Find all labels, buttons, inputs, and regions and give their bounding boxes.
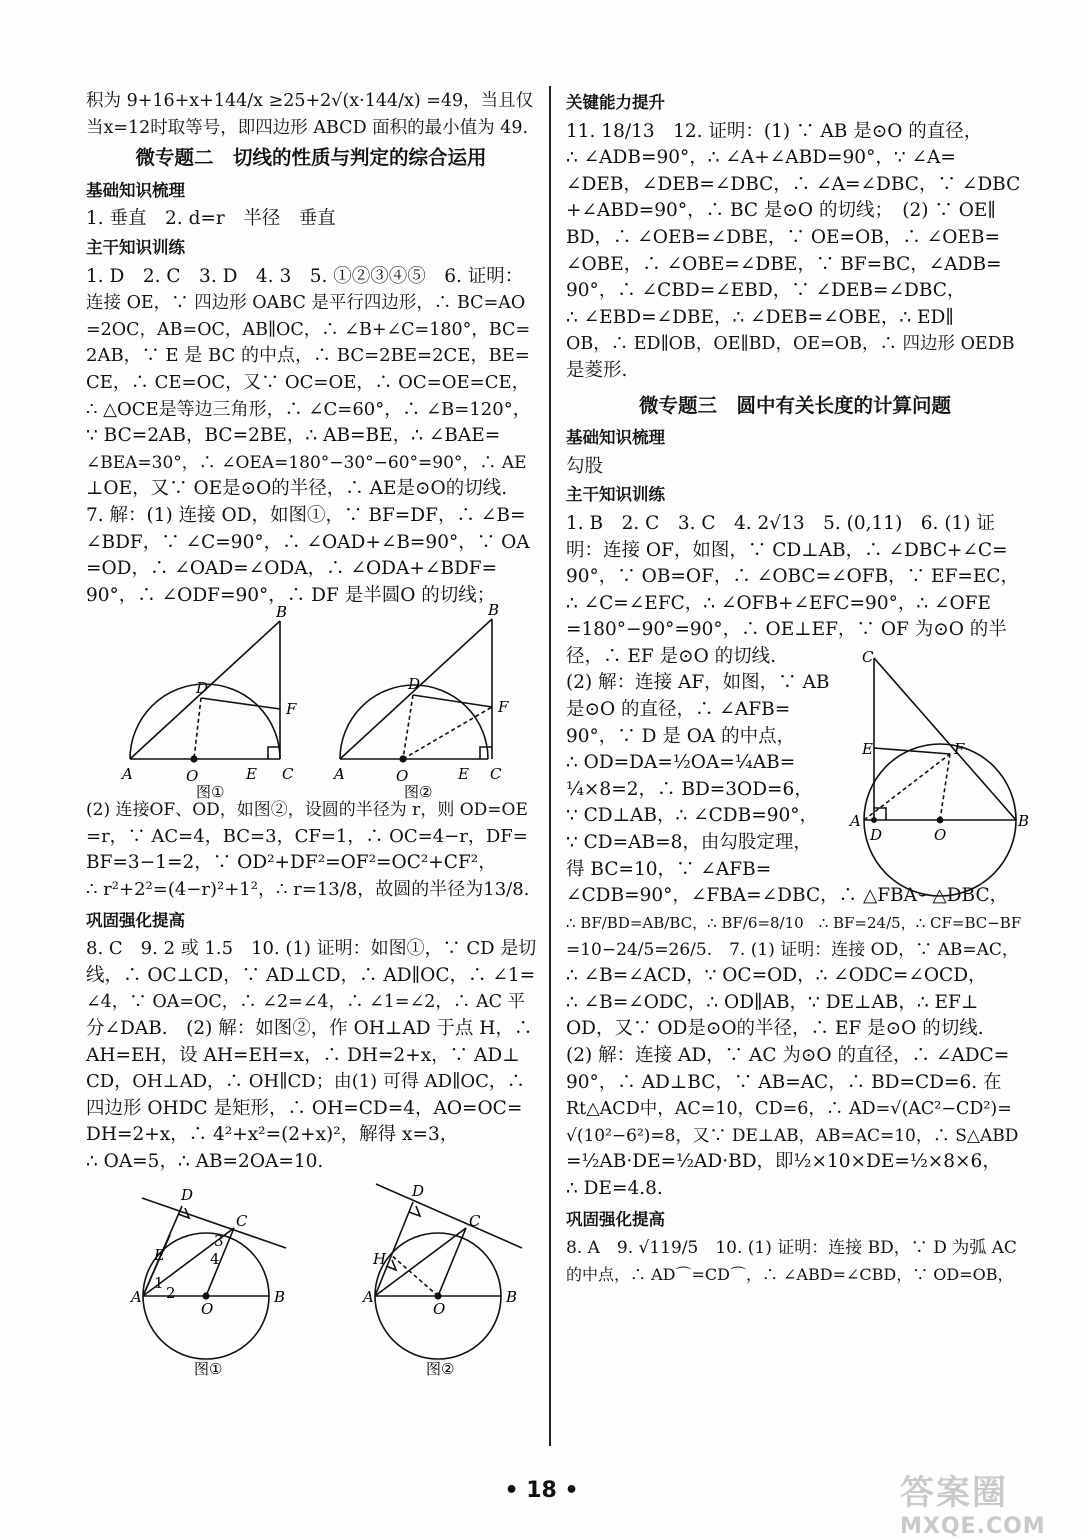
svg-text:O: O [186,767,199,786]
text-line: 积为 9+16+x+144/x ≥25+2√(x·144/x) =49，当且仅 [86,91,534,111]
text-line: 90°，∴ ∠CBD=∠EBD，∵ ∠DEB=∠DBC， [566,280,966,302]
text-line: 90°，∴ AD⊥BC，∵ AB=AC，∴ BD=CD=6. 在 [566,1071,1002,1093]
text-line: OB，∴ ED∥OB，OE∥BD，OE=OB，∴ 四边形 OEDB [566,334,1015,355]
section-title: 微专题二 切线的性质与判定的综合运用 [135,146,487,170]
svg-text:E: E [154,1245,165,1264]
text-line: 勾股 [566,455,604,477]
text-line: ∴ ∠ADB=90°，∴ ∠A+∠ABD=90°，∵ ∠A= [566,147,956,169]
text-line: ∵ CD=AB=8，由勾股定理， [566,832,812,854]
subsection-title: 主干知识训练 [566,485,665,505]
text-line: ∴ DE=4.8. [566,1178,663,1199]
svg-text:C: C [490,765,502,784]
svg-text:C: C [862,648,874,667]
text-line: ∴ OD=DA=½OA=¼AB= [566,752,796,774]
subsection-title: 基础知识梳理 [566,428,665,448]
text-line: ∠CDB=90°，∠FBA=∠DBC，∴ △FBA∽△DBC， [566,885,1009,907]
svg-text:A: A [850,812,861,831]
svg-text:D: D [196,679,209,698]
text-line: ∴ r²+2²=(4−r)²+1²，∴ r=13/8，故圆的半径为13/8. [86,879,530,901]
text-line: 8. C 9. 2 或 1.5 10. (1) 证明：如图①，∵ CD 是切 [86,938,537,960]
text-line: 四边形 OHDC 是矩形，∴ OH=CD=4，AO=OC= [86,1097,523,1119]
svg-text:D: D [412,1181,425,1200]
text-line: 2AB，∵ E 是 BC 的中点，∴ BC=2BE=2CE，BE= [86,345,530,367]
text-line: =½AB·DE=½AD·BD，即½×10×DE=½×8×6， [566,1151,1001,1173]
figure-caption: 图② [404,783,433,802]
answer-block [566,883,1024,1202]
svg-text:2: 2 [166,1283,176,1302]
svg-text:O: O [433,1299,446,1318]
text-line: ∴ △OCE是等边三角形，∴ ∠C=60°，∴ ∠B=120°， [86,398,531,420]
text-line: ∴ ∠B=∠ACD，∵ OC=OD，∴ ∠ODC=∠OCD， [566,965,987,987]
text-line: DH=2+x，∴ 4²+x²=(2+x)²，解得 x=3， [86,1124,459,1146]
text-line: =10−24/5=26/5. 7. (1) 证明：连接 OD，∵ AB=AC， [566,939,1019,960]
text-line: ∠4，∵ OA=OC，∴ ∠2=∠4，∴ ∠1=∠2，∴ AC 平 [86,992,526,1013]
watermark-url: MXQE.COM [900,1514,1046,1539]
text-line: 是⊙O 的直径，∴ ∠AFB= [566,699,791,721]
text-line: ∴ OA=5，∴ AB=2OA=10. [86,1151,324,1172]
svg-text:B: B [276,603,288,622]
text-line: =r，∵ AC=4，BC=3，CF=1，∴ OC=4−r，DF= [86,825,528,847]
section-title: 微专题三 圆中有关长度的计算问题 [638,393,951,417]
svg-text:4: 4 [210,1249,220,1268]
figure-2 [375,1181,522,1359]
subsection-title: 巩固强化提高 [566,1209,665,1229]
svg-text:A: A [122,765,133,784]
column-divider [549,86,551,1446]
text-line: 1. 垂直 2. d=r 半径 垂直 [86,208,336,230]
subsection-title: 基础知识梳理 [86,180,185,200]
text-line: 90°，∵ D 是 OA 的中点， [566,725,796,747]
text-line: BD，∴ ∠OEB=∠DBE，∵ OE=OB，∴ ∠OEB= [566,226,1000,248]
text-line: AH=EH，设 AH=EH=x，∴ DH=2+x，∵ AD⊥ [86,1044,520,1066]
text-line: ¼×8=2，∴ BD=3OD=6， [566,778,813,800]
intro-block [86,88,536,141]
svg-text:F: F [498,698,509,717]
svg-text:D: D [181,1185,194,1204]
svg-text:D: D [408,675,421,694]
text-line: ∴ ∠EBD=∠DBE，∴ ∠DEB=∠OBE，∴ ED∥ [566,306,954,328]
right-column [566,88,1030,1288]
answer-block [86,936,536,1175]
svg-text:H: H [373,1249,387,1268]
text-line: 1. B 2. C 3. C 4. 2√13 5. (0,11) 6. (1) 证 [566,512,995,534]
answer-block [86,264,536,610]
svg-text:A: A [363,1287,374,1306]
text-line: 1. D 2. C 3. D 4. 3 5. ①②③④⑤ 6. 证明： [86,265,524,287]
figure-caption: 图① [196,783,225,802]
text-line: ∴ ∠C=∠EFC，∴ ∠OFB+∠EFC=90°，∴ ∠OFE [566,592,992,614]
right-circle-diagram [834,644,1030,884]
semicircle-diagram [86,601,536,802]
text-line: 得 BC=10，∵ ∠AFB= [566,858,772,880]
text-line: ∠BDF，∵ ∠C=90°，∴ ∠OAD+∠B=90°，∵ OA [86,531,530,553]
left-column [86,88,536,1376]
svg-text:B: B [506,1287,518,1306]
text-line: OD，又∵ OD是⊙O的半径，∴ EF 是⊙O 的切线. [566,1018,984,1040]
figure-caption: 图① [194,1359,223,1378]
text-line: ∴ BF/BD=AB/BC，∴ BF/6=8/10 ∴ BF=24/5，∴ CF=BC−BF [566,914,1022,933]
text-line: 是菱形. [566,359,628,381]
text-line: ⊥OE，又∵ OE是⊙O的半径，∴ AE是⊙O的切线. [86,478,508,500]
svg-text:A: A [334,765,345,784]
svg-text:B: B [1018,812,1030,831]
text-line: 7. 解：(1) 连接 OD，如图①，∵ BF=DF，∴ ∠B= [86,504,526,526]
text-line: 8. A 9. √119/5 10. (1) 证明：连接 BD，∵ D 为弧 AC [566,1238,1017,1259]
answer-block [566,670,834,883]
text-line: (2) 连接OF、OD，如图②，设圆的半径为 r，则 OD=OE [86,800,528,821]
subsection-title: 主干知识训练 [86,237,185,257]
watermark-text: 答案圈 [900,1473,1008,1513]
answer-block [566,1235,1024,1288]
svg-text:C: C [236,1211,248,1230]
text-line: 的中点，∴ AD⌒=CD⌒，∴ ∠ABD=∠CBD，∵ OD=OB， [566,1264,1014,1284]
text-line: 11. 18/13 12. 证明：(1) ∵ AB 是⊙O 的直径， [566,120,983,142]
svg-text:O: O [934,826,947,845]
svg-text:E: E [246,765,257,784]
svg-text:E: E [862,740,873,759]
svg-text:3: 3 [214,1231,224,1250]
text-line: ∵ CD⊥AB，∴ ∠CDB=90°， [566,805,819,827]
watermark-logo [900,1465,1075,1539]
svg-text:O: O [396,767,409,786]
figure-caption: 图② [426,1359,455,1378]
text-line: =180°−90°=90°，∴ OE⊥EF，∵ OF 为⊙O 的半 [566,619,1007,641]
text-line: ∠DEB，∠DEB=∠DBC，∴ ∠A=∠DBC，∵ ∠DBC [566,173,1021,195]
text-line: Rt△ACD中，AC=10，CD=6，∴ AD=√(AC²−CD²)= [566,1099,1012,1120]
svg-text:C: C [469,1211,481,1230]
svg-text:B: B [274,1287,286,1306]
text-line: BF=3−1=2，∵ OD²+DF²=OF²=OC²+CF²， [86,852,497,874]
text-line: =2OC，AB=OC，AB∥OC，∴ ∠B+∠C=180°，BC= [86,319,531,340]
text-line: 连接 OE，∵ 四边形 OABC 是平行四边形，∴ BC=AO [86,293,526,314]
text-line: CE，∴ CE=OC，又∵ OC=OE，∴ OC=OE=CE， [86,371,530,393]
svg-text:A: A [131,1287,142,1306]
svg-text:1: 1 [154,1273,164,1292]
text-line: ∵ BC=2AB，BC=2BE，∴ AB=BE，∴ ∠BAE= [86,425,501,447]
subsection-title: 巩固强化提高 [86,910,185,930]
svg-text:C: C [282,765,294,784]
text-line: ∠OBE，∴ ∠OBE=∠DBE，∵ BF=BC，∠ADB= [566,253,1002,275]
text-line: ∴ ∠B=∠ODC，∴ OD∥AB，∵ DE⊥AB，∴ EF⊥ [566,991,979,1013]
text-line: CD，OH⊥AD，∴ OH∥CD；由(1) 可得 AD∥OC，∴ [86,1071,525,1093]
svg-text:D: D [870,826,883,845]
text-line: √(10²−6²)=8，又∵ DE⊥AB，AB=AC=10，∴ S△ABD [566,1125,1019,1146]
svg-text:O: O [201,1299,214,1318]
text-line: 当x=12时取等号，即四边形 ABCD 面积的最小值为 49. [86,117,529,138]
text-line: (2) 解：连接 AD，∵ AC 为⊙O 的直径，∴ ∠ADC= [566,1045,1010,1067]
svg-text:B: B [488,601,500,620]
svg-text:F: F [954,740,965,759]
text-line: +∠ABD=90°，∴ BC 是⊙O 的切线； (2) ∵ OE∥ [566,200,996,222]
text-line: 明：连接 OF，如图，∵ CD⊥AB，∴ ∠DBC+∠C= [566,539,1008,561]
answer-block [86,797,536,903]
circle-tangent-diagram [86,1176,536,1376]
svg-text:F: F [286,700,297,719]
answer-block [566,119,1024,385]
text-line: 径，∴ EF 是⊙O 的切线. [566,645,777,667]
text-line: 90°，∴ ∠ODF=90°，∴ DF 是半圆O 的切线； [86,584,496,606]
text-line: 分∠DAB. (2) 解：如图②，作 OH⊥AD 于点 H，∴ [86,1018,533,1040]
semicircle-figures [86,601,536,802]
text-line: =OD，∴ ∠OAD=∠ODA，∴ ∠ODA+∠BDF= [86,558,498,580]
page-number: • 18 • [504,1478,579,1503]
text-line: 90°，∵ OB=OF，∴ ∠OBC=∠OFB，∵ EF=EC， [566,566,1020,588]
circle-tangent-figures [86,1176,536,1376]
text-line: (2) 解：连接 AF，如图，∵ AB [566,672,830,694]
svg-text:E: E [458,765,469,784]
figure-1 [142,1198,286,1359]
subsection-title: 关键能力提升 [566,93,665,112]
text-line: ∠BEA=30°，∴ ∠OEA=180°−30°−60°=90°，∴ AE [86,452,527,473]
text-line: 线，∴ OC⊥CD，∵ AD⊥CD，∴ AD∥OC，∴ ∠1= [86,964,536,986]
